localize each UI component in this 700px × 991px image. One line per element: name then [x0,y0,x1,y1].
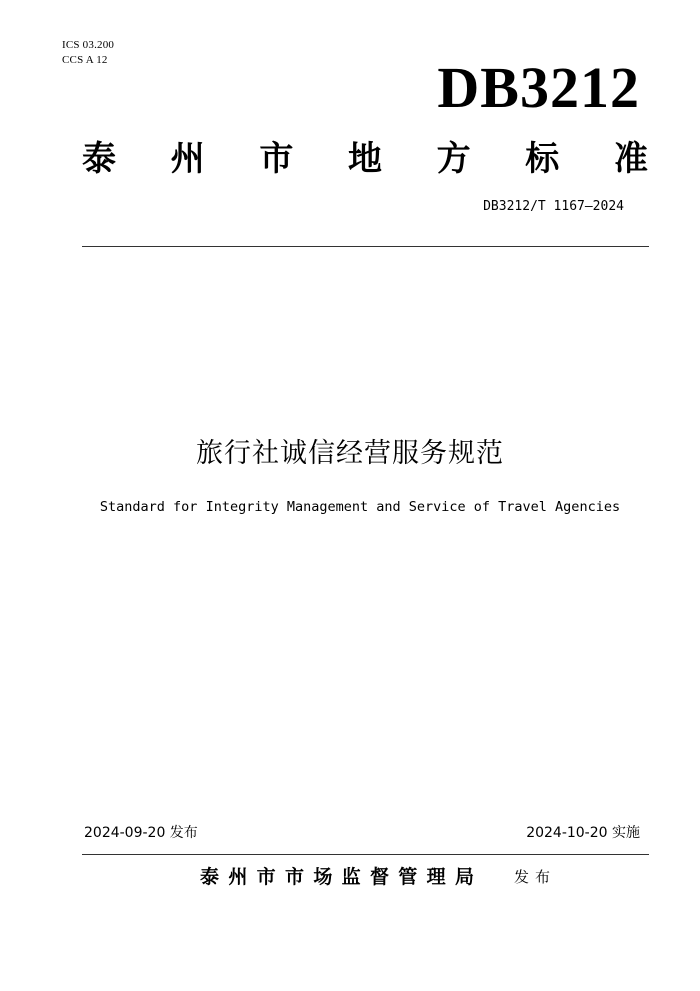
issuer-char: 督 [369,866,389,888]
standard-name-char: 准 [613,139,648,179]
ics-code: ICS 03.200 [62,39,115,51]
issuer-char: 场 [313,866,333,888]
document-title-english: Standard for Integrity Management and Service of Travel Agencies [99,499,621,515]
issuer-char: 泰 [200,866,220,888]
issuer-char: 市 [284,866,304,888]
issuer-char: 市 [256,866,276,888]
standard-name [82,138,648,180]
standard-name-char: 标 [525,139,560,179]
issuer-char: 管 [398,866,418,888]
implement-date: 2024-10-20 实施 [526,825,640,841]
release-date: 2024-09-20 发布 [84,825,198,841]
standard-name-char: 方 [436,139,471,179]
issuer-char: 理 [426,866,446,888]
issuing-authority [200,863,474,891]
document-title-chinese: 旅行社诚信经营服务规范 [196,438,504,469]
standard-name-char: 地 [347,139,382,179]
bottom-divider [82,854,649,855]
issuer-char: 州 [228,866,248,888]
standard-number: DB3212/T 1167—2024 [483,199,624,214]
issuer-char: 监 [341,866,361,888]
issuer-char: 局 [454,866,474,888]
classification-codes [62,38,114,68]
standard-name-char: 市 [259,139,294,179]
ccs-code: CCS A 12 [62,54,108,66]
standard-code-logo: DB3212 [437,55,640,120]
standard-name-char: 州 [170,139,205,179]
standard-name-char: 泰 [82,139,116,179]
issue-label: 发布 [514,868,557,886]
top-divider [82,246,649,247]
